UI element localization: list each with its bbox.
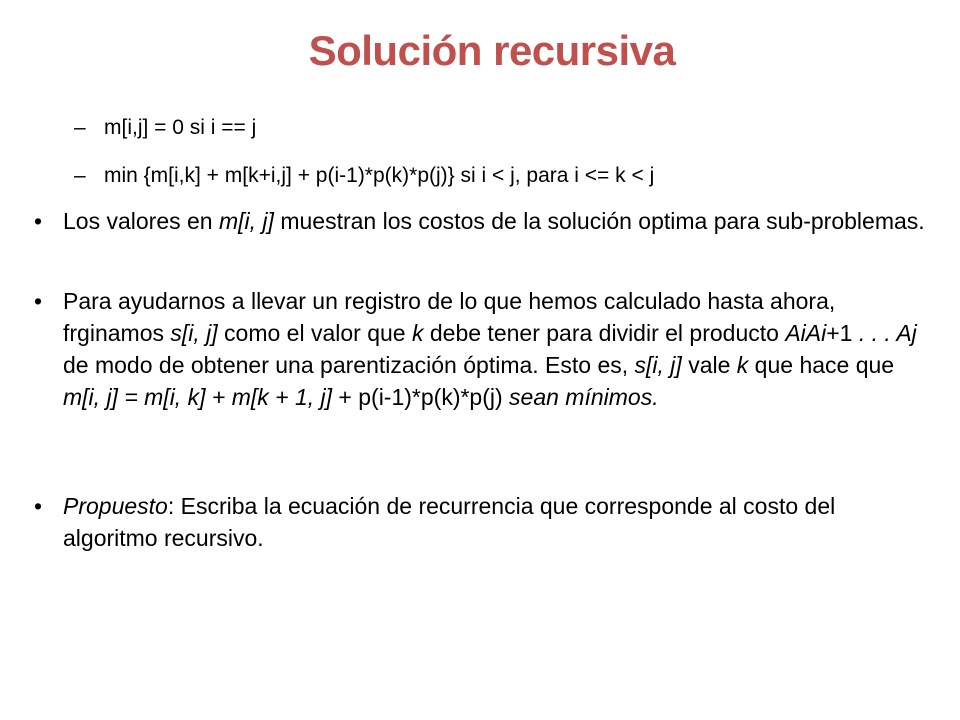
bullet-dot-icon: • bbox=[33, 493, 43, 519]
dash-bullet-icon: – bbox=[74, 116, 86, 139]
text-run-italic: AiAi bbox=[785, 320, 827, 346]
bullet-registro bbox=[28, 285, 928, 413]
text-run: que hace que bbox=[748, 352, 895, 378]
text-run-italic: s[i, j] bbox=[170, 320, 218, 346]
text-run-italic: s[i, j] bbox=[634, 352, 682, 378]
text-run: Los valores en bbox=[63, 208, 219, 234]
text-run: + p(i-1)*p(k)*p(j) bbox=[332, 384, 510, 410]
bullet-text bbox=[63, 205, 928, 237]
text-run-italic: m[i, j] bbox=[218, 208, 274, 234]
bullet-valores bbox=[28, 205, 928, 237]
sub-item-recursive-case bbox=[74, 162, 654, 190]
text-run-italic: sean mínimos. bbox=[509, 384, 659, 410]
text-run: Para ayudarnos a llevar un registro de lo que hemos calculado hasta ahora, frginamos bbox=[63, 288, 836, 346]
text-run: +1 bbox=[826, 320, 853, 346]
bullet-text bbox=[63, 490, 928, 554]
text-run-italic: m[i, j] = m[i, k] + m[k + 1, j] bbox=[63, 384, 333, 410]
text-run-italic: Propuesto bbox=[63, 493, 168, 519]
bullet-propuesto bbox=[28, 490, 928, 554]
text-run-italic: k bbox=[411, 320, 424, 346]
text-run: muestran los costos de la solución optima para sub-problemas. bbox=[273, 208, 925, 234]
slide-title: Solución recursiva bbox=[308, 27, 676, 74]
bullet-dot-icon: • bbox=[33, 288, 43, 314]
text-run-italic: . . . Aj bbox=[852, 320, 917, 346]
sub-item-base-case bbox=[74, 114, 256, 142]
text-run: de modo de obtener una parentización óptima. Esto es, bbox=[63, 352, 635, 378]
text-run-italic: k bbox=[736, 352, 749, 378]
dash-bullet-icon: – bbox=[74, 164, 86, 187]
text-run: debe tener para dividir el producto bbox=[423, 320, 786, 346]
text-run: como el valor que bbox=[217, 320, 412, 346]
text-run: vale bbox=[681, 352, 737, 378]
sub-item-text: min {m[i,k] + m[k+i,j] + p(i-1)*p(k)*p(j)} si i < j, para i <= k < j bbox=[104, 164, 655, 187]
text-run: : Escriba la ecuación de recurrencia que corresponde al costo del algoritmo recursivo. bbox=[63, 493, 836, 551]
bullet-dot-icon: • bbox=[33, 208, 43, 234]
sub-item-text: m[i,j] = 0 si i == j bbox=[104, 116, 257, 139]
bullet-text bbox=[63, 285, 928, 413]
